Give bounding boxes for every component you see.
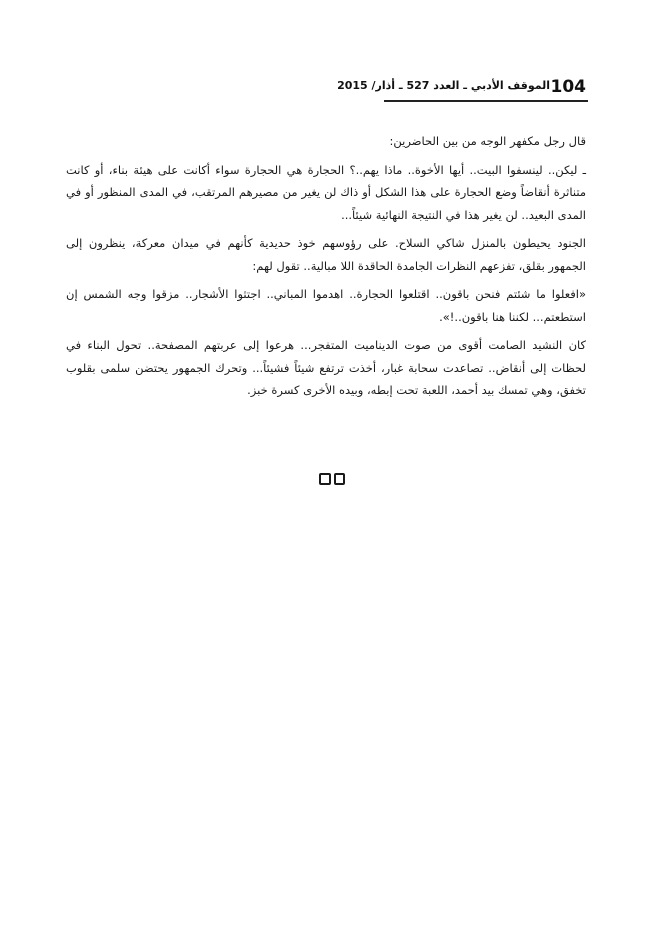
page-header [337,74,588,100]
paragraph: الجنود يحيطون بالمنزل شاكي السلاح. على رؤوسهم خوذ حديدية كأنهم في ميدان معركة، ينظرون إلى الجمهور بقلق، تفزعهم النظرات الجامدة الحاقدة اللا مبالية.. تقول لهم: [66,236,586,273]
paragraph: ـ ليكن.. لينسفوا البيت.. أيها الأخوة.. ماذا يهم..؟ الحجارة هي الحجارة سواء أكانت على هيئة بناء، أو كانت متناثرة أنقاضاً وضع الحجارة على هذا الشكل أو ذاك لن يغير من مصيرهم المرتقب، في المدى المنظور أو في المدى البعيد.. لن يغير هذا في النتيجة النهائية شيئاً... [66,162,586,222]
running-head: الموقف الأدبي ـ العدد 527 ـ أذار/ 2015 [337,79,550,92]
double-square-end-mark-icon [319,473,345,485]
header-rule [384,100,588,102]
square-glyph-icon [334,473,346,485]
paragraph: «افعلوا ما شئتم فنحن باقون.. اقتلعوا الحجارة.. اهدموا المباني.. اجتثوا الأشجار.. مزقوا وجه الشمس إن استطعتم... لكننا هنا باقون..!». [66,287,586,324]
square-glyph-icon [319,473,331,485]
paragraph: قال رجل مكفهر الوجه من بين الحاضرين: [389,134,586,148]
page-number: 104 [550,77,586,97]
article-body [66,130,586,408]
paragraph: كان النشيد الصامت أقوى من صوت الديناميت المتفجر... هرعوا إلى عربتهم المصفحة.. تحول البناء في لحظات إلى أنقاض.. تصاعدت سحابة غبار، أخذت ترتفع شيئاً فشيئاً... وتحرك الجمهور يحتضن سلمى بقلوب تخفق، وهي تمسك بيد أحمد، اللعبة تحت إبطه، وبيده الأخرى كسرة خبز. [66,338,586,397]
